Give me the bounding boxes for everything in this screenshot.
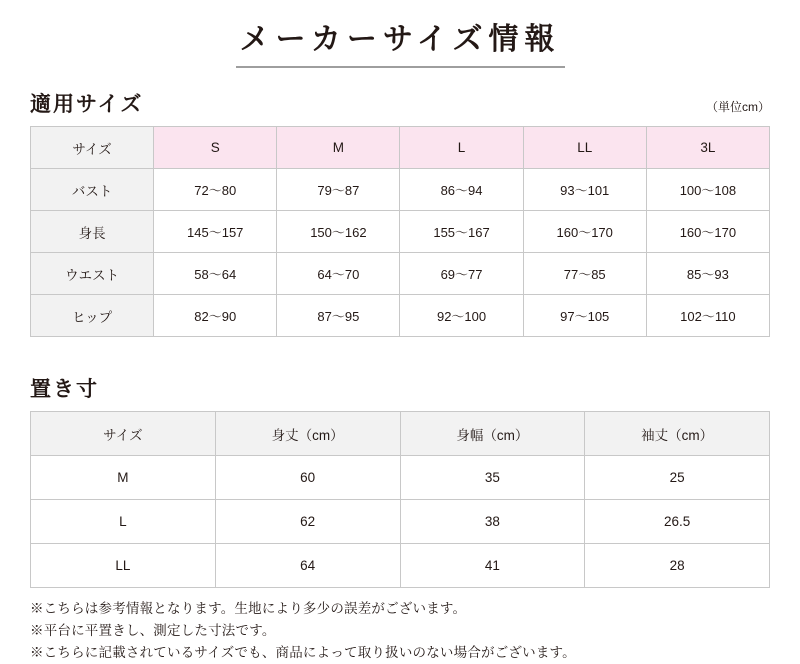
applicable-size-table (30, 126, 770, 337)
cell-l-body-width: 38 (400, 500, 585, 544)
note-line-1: ※こちらは参考情報となります。生地により多少の誤差がございます。 (30, 601, 467, 616)
applicable-size-table-body (31, 169, 770, 337)
column-header-body-length: 身丈（cm） (215, 412, 400, 456)
cell-l-body-length: 62 (215, 500, 400, 544)
table-row (31, 169, 770, 211)
cell-bust-l: 86〜94 (400, 169, 523, 211)
row-header-l: L (31, 500, 216, 544)
cell-waist-m: 64〜70 (277, 253, 400, 295)
cell-hip-m: 87〜95 (277, 295, 400, 337)
table-row (31, 456, 770, 500)
cell-ll-sleeve-length: 28 (585, 544, 770, 588)
cell-waist-l: 69〜77 (400, 253, 523, 295)
cell-height-ll: 160〜170 (523, 211, 646, 253)
cell-m-body-length: 60 (215, 456, 400, 500)
table-row (31, 500, 770, 544)
flat-measure-table-head (31, 412, 770, 456)
row-header-height: 身長 (31, 211, 154, 253)
table-row (31, 211, 770, 253)
applicable-size-section-header (30, 88, 770, 118)
cell-height-3l: 160〜170 (646, 211, 769, 253)
cell-hip-ll: 97〜105 (523, 295, 646, 337)
column-header-m: M (277, 127, 400, 169)
row-header-ll: LL (31, 544, 216, 588)
section-title-applicable-size: 適用サイズ (30, 93, 144, 116)
section-title-flat-measure: 置き寸 (30, 378, 99, 401)
column-header-body-width: 身幅（cm） (400, 412, 585, 456)
cell-ll-body-length: 64 (215, 544, 400, 588)
cell-m-body-width: 35 (400, 456, 585, 500)
cell-hip-l: 92〜100 (400, 295, 523, 337)
column-header-sleeve-length: 袖丈（cm） (585, 412, 770, 456)
cell-hip-s: 82〜90 (154, 295, 277, 337)
cell-ll-body-width: 41 (400, 544, 585, 588)
cell-waist-s: 58〜64 (154, 253, 277, 295)
note-line-2: ※平台に平置きし、測定した寸法です。 (30, 623, 276, 638)
flat-measure-section-header (30, 373, 770, 403)
cell-l-sleeve-length: 26.5 (585, 500, 770, 544)
table-header-row (31, 412, 770, 456)
main-title-container (0, 0, 800, 68)
table-row (31, 253, 770, 295)
table-row (31, 295, 770, 337)
column-header-3l: 3L (646, 127, 769, 169)
cell-height-l: 155〜167 (400, 211, 523, 253)
cell-bust-3l: 100〜108 (646, 169, 769, 211)
column-header-size: サイズ (31, 127, 154, 169)
cell-height-m: 150〜162 (277, 211, 400, 253)
cell-height-s: 145〜157 (154, 211, 277, 253)
unit-note: （単位cm） (706, 100, 770, 114)
table-header-row (31, 127, 770, 169)
note-line-3: ※こちらに記載されているサイズでも、商品によって取り扱いのない場合がございます。 (30, 645, 576, 660)
column-header-l: L (400, 127, 523, 169)
table-row (31, 544, 770, 588)
cell-waist-3l: 85〜93 (646, 253, 769, 295)
row-header-m: M (31, 456, 216, 500)
applicable-size-table-head (31, 127, 770, 169)
column-header-s: S (154, 127, 277, 169)
cell-bust-s: 72〜80 (154, 169, 277, 211)
flat-measure-table (30, 411, 770, 588)
row-header-waist: ウエスト (31, 253, 154, 295)
page-title: メーカーサイズ情報 (236, 14, 565, 68)
flat-measure-table-body (31, 456, 770, 588)
cell-bust-m: 79〜87 (277, 169, 400, 211)
cell-waist-ll: 77〜85 (523, 253, 646, 295)
row-header-hip: ヒップ (31, 295, 154, 337)
row-header-bust: バスト (31, 169, 154, 211)
notes-section (30, 598, 770, 664)
cell-bust-ll: 93〜101 (523, 169, 646, 211)
cell-hip-3l: 102〜110 (646, 295, 769, 337)
column-header-size: サイズ (31, 412, 216, 456)
column-header-ll: LL (523, 127, 646, 169)
cell-m-sleeve-length: 25 (585, 456, 770, 500)
